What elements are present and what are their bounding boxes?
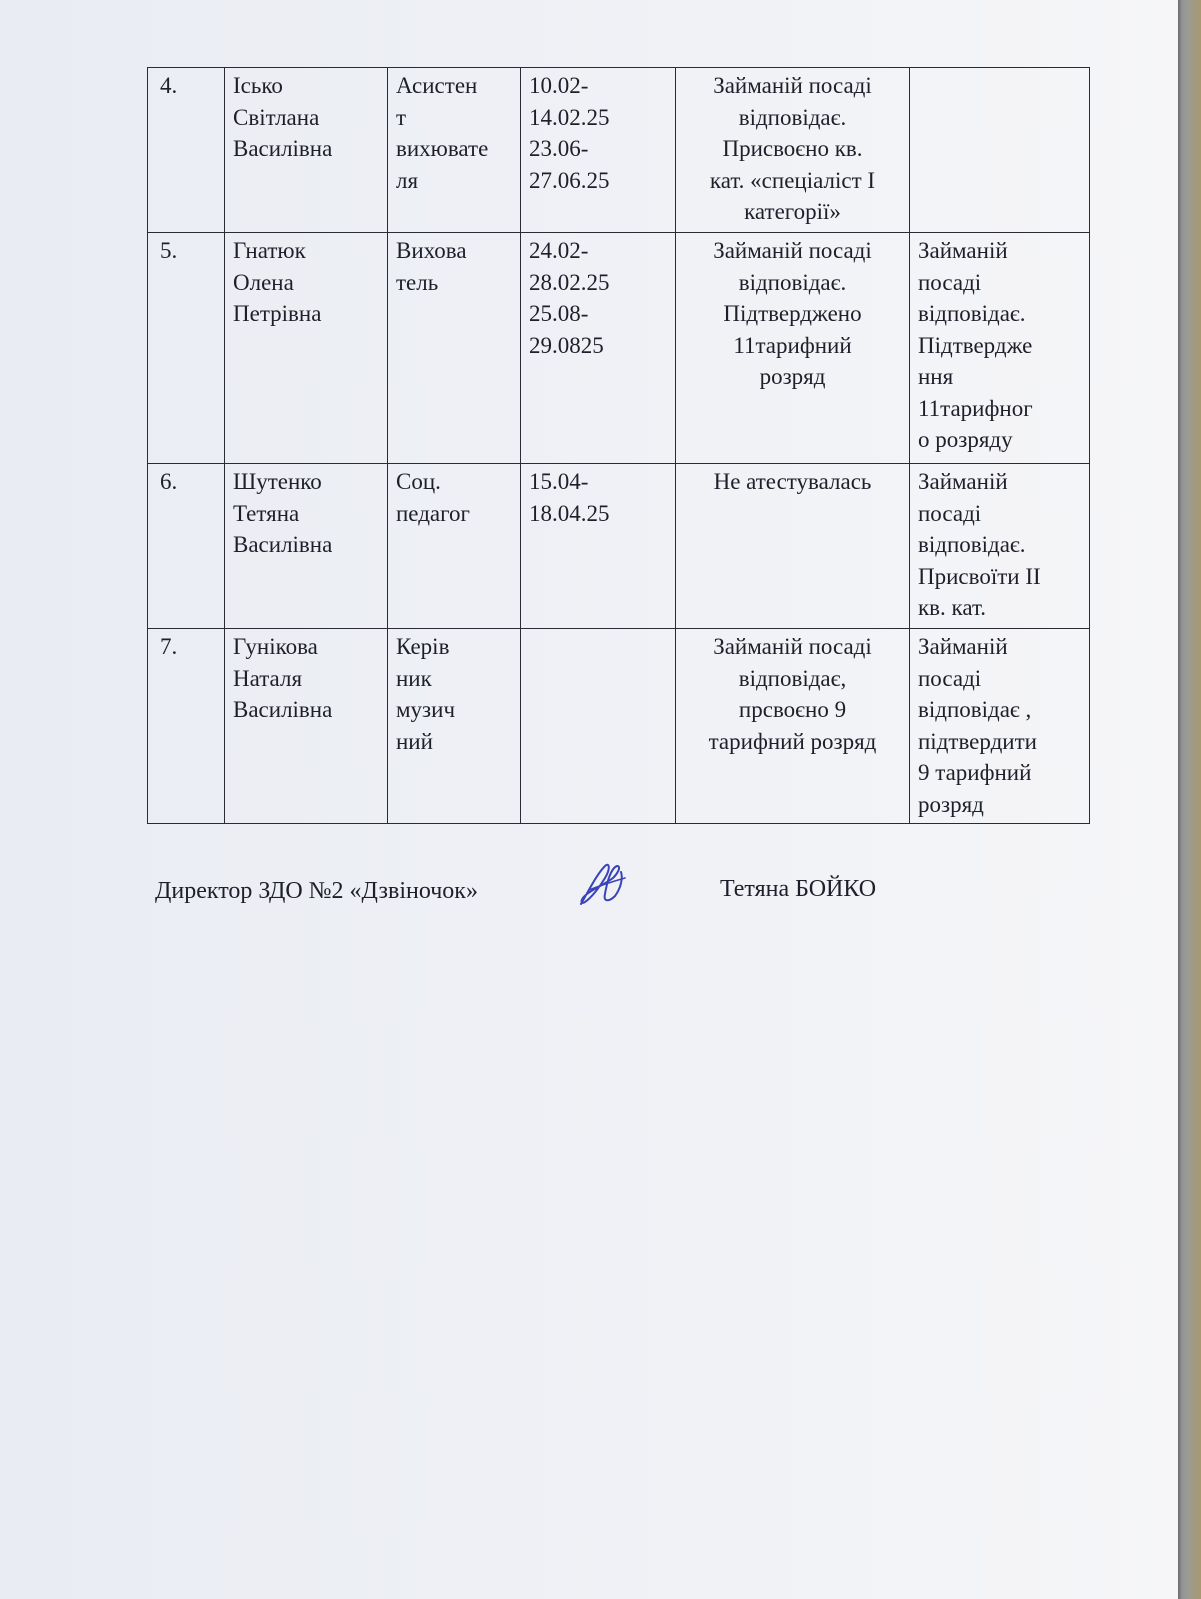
cell-employee-name bbox=[225, 233, 388, 464]
cell-line: о розряду bbox=[918, 427, 1013, 452]
cell-line: вихювате bbox=[396, 136, 489, 161]
cell-line: відповідає. bbox=[918, 301, 1026, 326]
table-row bbox=[148, 629, 1090, 824]
cell-line: ник bbox=[396, 665, 432, 691]
cell-line: 6. bbox=[160, 469, 178, 494]
cell-number bbox=[148, 233, 225, 464]
cell-dates bbox=[521, 233, 676, 464]
cell-line: посаді bbox=[918, 665, 982, 691]
cell-line: 5. bbox=[160, 238, 178, 263]
table-row bbox=[148, 464, 1090, 629]
cell-employee-name bbox=[225, 629, 388, 824]
cell-line: Вихова bbox=[396, 238, 467, 263]
cell-line: Гнатюк bbox=[233, 238, 306, 263]
cell-line: тарифний розряд bbox=[708, 728, 877, 754]
attestation-table-wrapper bbox=[147, 67, 1089, 824]
cell-line: Наталя bbox=[233, 665, 303, 691]
cell-number bbox=[148, 629, 225, 824]
cell-line: Не атестувалась bbox=[713, 469, 872, 494]
cell-line: Займаній bbox=[918, 238, 1008, 263]
cell-line: педагог bbox=[396, 500, 470, 526]
cell-line: розряд bbox=[918, 791, 984, 817]
handwritten-signature bbox=[575, 860, 630, 910]
cell-line: 9 тарифний bbox=[918, 760, 1032, 785]
cell-line: Соц. bbox=[396, 469, 441, 494]
cell-line: Світлана bbox=[233, 104, 320, 130]
cell-position bbox=[388, 464, 521, 629]
cell-line: 11тарифног bbox=[918, 395, 1033, 421]
signatory-name: Тетяна БОЙКО bbox=[720, 876, 877, 902]
cell-line: ля bbox=[396, 167, 419, 193]
cell-commission-decision bbox=[676, 68, 910, 233]
cell-line: 28.02.25 bbox=[529, 269, 610, 295]
table-row bbox=[148, 233, 1090, 464]
cell-line: підтвердити bbox=[918, 728, 1037, 754]
cell-recommendation bbox=[910, 464, 1090, 629]
cell-position bbox=[388, 68, 521, 233]
cell-line: Присвоїти ІІ bbox=[918, 563, 1041, 589]
cell-position bbox=[388, 233, 521, 464]
cell-line: 10.02- bbox=[529, 73, 589, 98]
cell-line: 23.06- bbox=[529, 136, 589, 161]
cell-number bbox=[148, 68, 225, 233]
cell-line: Займаній bbox=[918, 634, 1008, 659]
cell-line: Василівна bbox=[233, 697, 333, 722]
cell-employee-name bbox=[225, 68, 388, 233]
cell-line: Займаній bbox=[918, 469, 1008, 494]
cell-line: Василівна bbox=[233, 532, 333, 557]
cell-line: відповідає, bbox=[738, 665, 847, 691]
cell-line: посаді bbox=[918, 269, 982, 295]
cell-line: відповідає. bbox=[738, 104, 847, 130]
cell-line: 15.04- bbox=[529, 469, 589, 494]
cell-line: кв. кат. bbox=[918, 595, 987, 620]
cell-line: Ісько bbox=[233, 73, 283, 98]
cell-line: Тетяна bbox=[233, 500, 300, 526]
cell-line: відповідає. bbox=[918, 532, 1026, 557]
cell-line: Підтвердже bbox=[918, 332, 1033, 358]
cell-line: розряд bbox=[759, 364, 826, 389]
cell-line: 27.06.25 bbox=[529, 167, 610, 193]
cell-line: Петрівна bbox=[233, 301, 322, 326]
cell-line: Асистен bbox=[396, 73, 478, 98]
cell-line: Займаній посаді bbox=[713, 634, 872, 659]
cell-recommendation bbox=[910, 68, 1090, 233]
cell-line: 18.04.25 bbox=[529, 500, 610, 526]
cell-recommendation bbox=[910, 233, 1090, 464]
cell-line: музич bbox=[396, 697, 456, 722]
cell-commission-decision bbox=[676, 464, 910, 629]
cell-line: 4. bbox=[160, 73, 178, 98]
cell-line: Займаній посаді bbox=[713, 238, 872, 263]
cell-recommendation bbox=[910, 629, 1090, 824]
cell-position bbox=[388, 629, 521, 824]
cell-line: ння bbox=[918, 364, 954, 389]
cell-employee-name bbox=[225, 464, 388, 629]
cell-line: тель bbox=[396, 269, 439, 295]
cell-commission-decision bbox=[676, 629, 910, 824]
cell-dates bbox=[521, 464, 676, 629]
cell-number bbox=[148, 464, 225, 629]
cell-line: 24.02- bbox=[529, 238, 589, 263]
cell-line: 14.02.25 bbox=[529, 104, 610, 130]
cell-line: Підтверджено bbox=[723, 301, 862, 326]
cell-line: прсвоєно 9 bbox=[738, 697, 847, 722]
cell-line: Займаній посаді bbox=[713, 73, 872, 98]
cell-commission-decision bbox=[676, 233, 910, 464]
cell-line: 11тарифний bbox=[733, 332, 852, 358]
cell-line: Керів bbox=[396, 634, 450, 659]
cell-line: 29.0825 bbox=[529, 332, 604, 358]
cell-line: відповідає , bbox=[918, 697, 1032, 722]
cell-line: кат. «спеціаліст І bbox=[709, 167, 876, 193]
cell-line: ний bbox=[396, 728, 433, 754]
cell-line: Гунікова bbox=[233, 634, 318, 659]
signatory-position: Директор ЗДО №2 «Дзвіночок» bbox=[155, 878, 478, 904]
cell-line: Василівна bbox=[233, 136, 333, 161]
cell-line: т bbox=[396, 104, 407, 130]
cell-line: 7. bbox=[160, 634, 178, 659]
cell-line: посаді bbox=[918, 500, 982, 526]
attestation-table bbox=[147, 67, 1090, 824]
cell-line: відповідає. bbox=[738, 269, 847, 295]
cell-dates bbox=[521, 68, 676, 233]
table-row bbox=[148, 68, 1090, 233]
cell-line: 25.08- bbox=[529, 301, 589, 326]
cell-line: Шутенко bbox=[233, 469, 322, 494]
desk-edge bbox=[1178, 0, 1201, 1599]
cell-line: категорії» bbox=[744, 199, 841, 224]
cell-dates bbox=[521, 629, 676, 824]
cell-line: Олена bbox=[233, 269, 294, 295]
signature-block bbox=[155, 878, 1055, 918]
cell-line: Присвоєно кв. bbox=[722, 136, 863, 161]
